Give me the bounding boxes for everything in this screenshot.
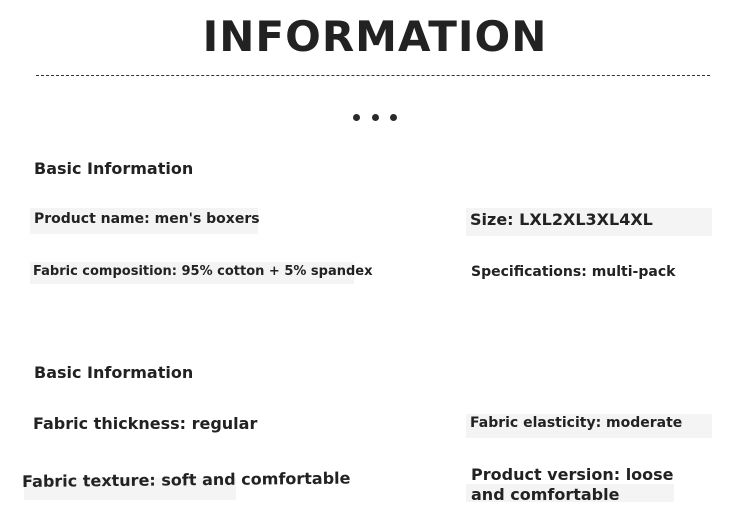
product-name-text: Product name: men's boxers — [34, 211, 260, 227]
fabric-elasticity-text: Fabric elasticity: moderate — [470, 415, 683, 431]
fabric-texture-text: Fabric texture: soft and comfortable — [22, 468, 351, 491]
section-heading-basic-information-2: Basic Information — [34, 363, 194, 382]
product-version-text: Product version: loose and comfortable — [471, 465, 674, 504]
dot-icon — [372, 114, 379, 121]
dot-icon — [353, 114, 360, 121]
ellipsis-dots-icon — [353, 114, 397, 122]
specifications-text: Specifications: multi-pack — [471, 264, 676, 280]
fabric-composition-text: Fabric composition: 95% cotton + 5% spandex — [33, 264, 373, 279]
section-heading-basic-information-1: Basic Information — [34, 159, 194, 178]
dashed-divider — [36, 75, 710, 76]
dot-icon — [390, 114, 397, 121]
page-title: INFORMATION — [202, 12, 548, 61]
fabric-thickness-text: Fabric thickness: regular — [33, 414, 258, 433]
size-text: Size: LXL2XL3XL4XL — [470, 210, 653, 229]
